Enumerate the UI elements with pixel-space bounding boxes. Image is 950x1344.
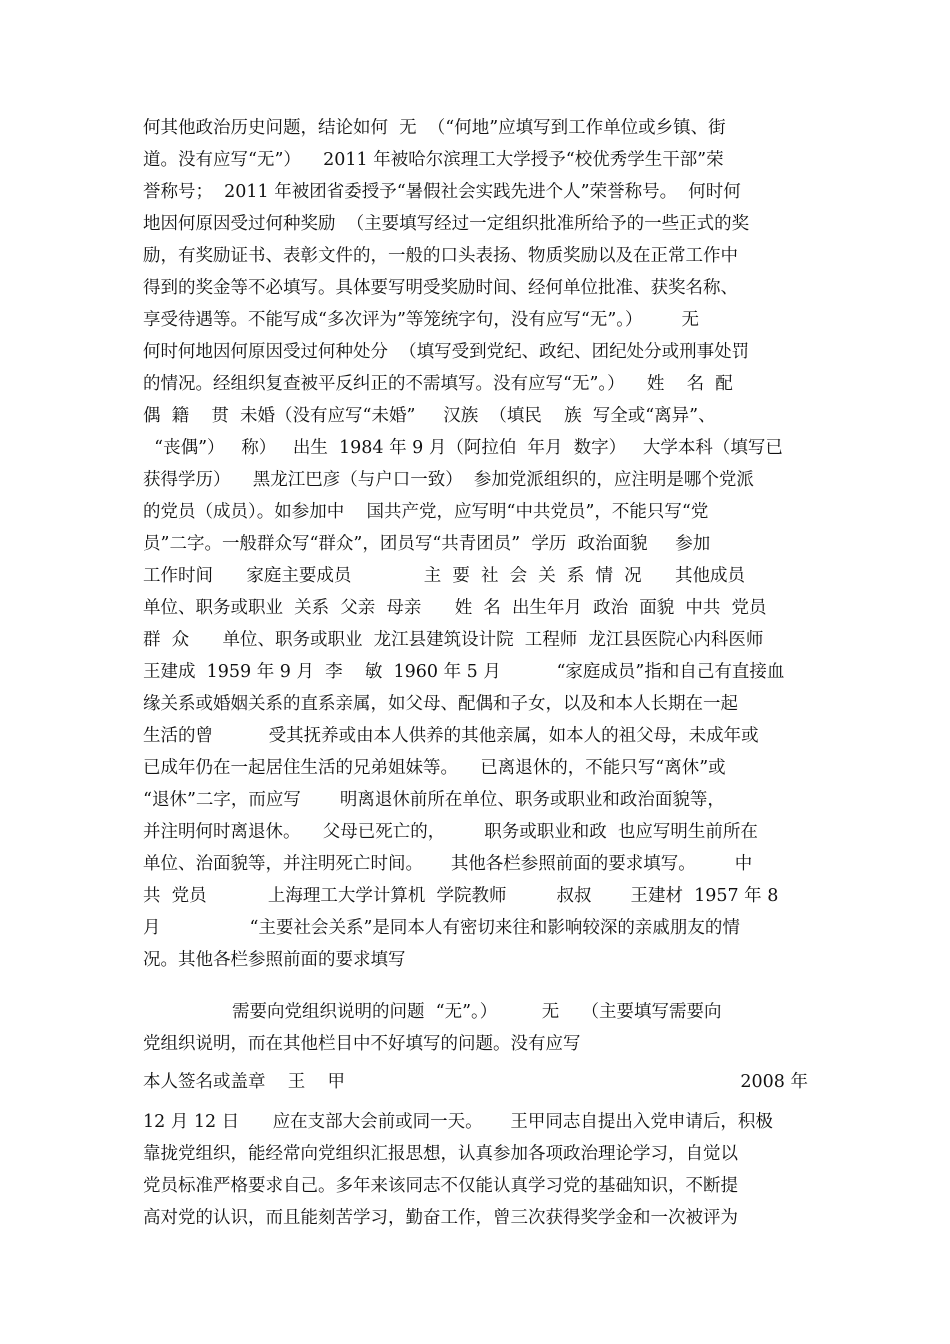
- body-text-line: 单位、职务或职业 关系 父亲 母亲 姓 名 出生年月 政治 面貌 中共 党员: [143, 598, 767, 618]
- body-text-line: 党组织说明，而在其他栏目中不好填写的问题。没有应写: [143, 1034, 581, 1054]
- body-text-line: 共 党员 上海理工大学计算机 学院教师 叔叔 王建材 1957 年 8: [143, 886, 779, 906]
- body-text-line: 王建成 1959 年 9 月 李 敏 1960 年 5 月 “家庭成员”指和自己有直接血: [143, 662, 785, 682]
- body-text-line: 高对党的认识，而且能刻苦学习，勤奋工作，曾三次获得奖学金和一次被评为: [143, 1208, 738, 1228]
- body-text-line: 党员标准严格要求自己。多年来该同志不仅能认真学习党的基础知识，不断提: [143, 1176, 738, 1196]
- body-text-line: 的党员（成员）。如参加中 国共产党，应写明“中共党员”，不能只写“党: [143, 502, 709, 522]
- body-text-line: 需要向党组织说明的问题 “无”。） 无 （主要填写需要向: [143, 1002, 722, 1022]
- body-text-line: 偶 籍 贯 未婚（没有应写“未婚” 汉族 （填民 族 写全或“离异”、: [143, 406, 716, 426]
- body-text-line: 道。没有应写“无”） 2011 年被哈尔滨理工大学授予“校优秀学生干部”荣: [143, 150, 724, 170]
- signature-year: 2008 年: [740, 1072, 808, 1092]
- body-text-line: 享受待遇等。不能写成“多次评为”等笼统字句，没有应写“无”。） 无: [143, 310, 699, 330]
- body-text-line: 并注明何时离退休。 父母已死亡的， 职务或职业和政 也应写明生前所在: [143, 822, 758, 842]
- body-text-line: 单位、治面貌等，并注明死亡时间。 其他各栏参照前面的要求填写。 中: [143, 854, 753, 874]
- body-text-line: 员”二字。一般群众写“群众”，团员写“共青团员” 学历 政治面貌 参加: [143, 534, 711, 554]
- body-text-line: 群 众 单位、职务或职业 龙江县建筑设计院 工程师 龙江县医院心内科医师: [143, 630, 764, 650]
- body-text-line: 得到的奖金等不必填写。具体要写明受奖励时间、经何单位批准、获奖名称、: [143, 278, 738, 298]
- body-text-line: 何其他政治历史问题，结论如何 无 （“何地”应填写到工作单位或乡镇、街: [143, 118, 726, 138]
- body-text-line: 誉称号； 2011 年被团省委授予“暑假社会实践先进个人”荣誉称号。 何时何: [143, 182, 741, 202]
- body-text-line: “退休”二字，而应写 明离退休前所在单位、职务或职业和政治面貌等，: [143, 790, 725, 810]
- body-text-line: 靠拢党组织，能经常向党组织汇报思想，认真参加各项政治理论学习，自觉以: [143, 1144, 738, 1164]
- body-text-line: 励，有奖励证书、表彰文件的，一般的口头表扬、物质奖励以及在正常工作中: [143, 246, 738, 266]
- body-text-line: 的情况。经组织复查被平反纠正的不需填写。没有应写“无”。） 姓 名 配: [143, 374, 733, 394]
- body-text-line: 何时何地因何原因受过何种处分 （填写受到党纪、政纪、团纪处分或刑事处罚: [143, 342, 750, 362]
- body-text-line: “丧偶”） 称） 出生 1984 年 9 月（阿拉伯 年月 数字） 大学本科（填写已: [143, 438, 783, 458]
- body-text-line: 12 月 12 日 应在支部大会前或同一天。 王甲同志自提出入党申请后，积极: [143, 1112, 773, 1132]
- signature-line: [143, 1066, 808, 1098]
- body-text-line: 地因何原因受过何种奖励 （主要填写经过一定组织批准所给予的一些正式的奖: [143, 214, 750, 234]
- body-text-line: 生活的曾 受其抚养或由本人供养的其他亲属，如本人的祖父母，未成年或: [143, 726, 759, 746]
- body-text-line: 缘关系或婚姻关系的直系亲属，如父母、配偶和子女，以及和本人长期在一起: [143, 694, 738, 714]
- body-text-line: 月 “主要社会关系”是同本人有密切来往和影响较深的亲戚朋友的情: [143, 918, 740, 938]
- signature-label: 本人签名或盖章 王 甲: [143, 1072, 346, 1092]
- body-text-line: 况。其他各栏参照前面的要求填写: [143, 950, 406, 970]
- body-text-line: 工作时间 家庭主要成员 主 要 社 会 关 系 情 况 其他成员: [143, 566, 745, 586]
- body-text-line: 获得学历） 黑龙江巴彦（与户口一致） 参加党派组织的，应注明是哪个党派: [143, 470, 754, 490]
- body-text-line: 已成年仍在一起居住生活的兄弟姐妹等。 已离退休的，不能只写“离休”或: [143, 758, 726, 778]
